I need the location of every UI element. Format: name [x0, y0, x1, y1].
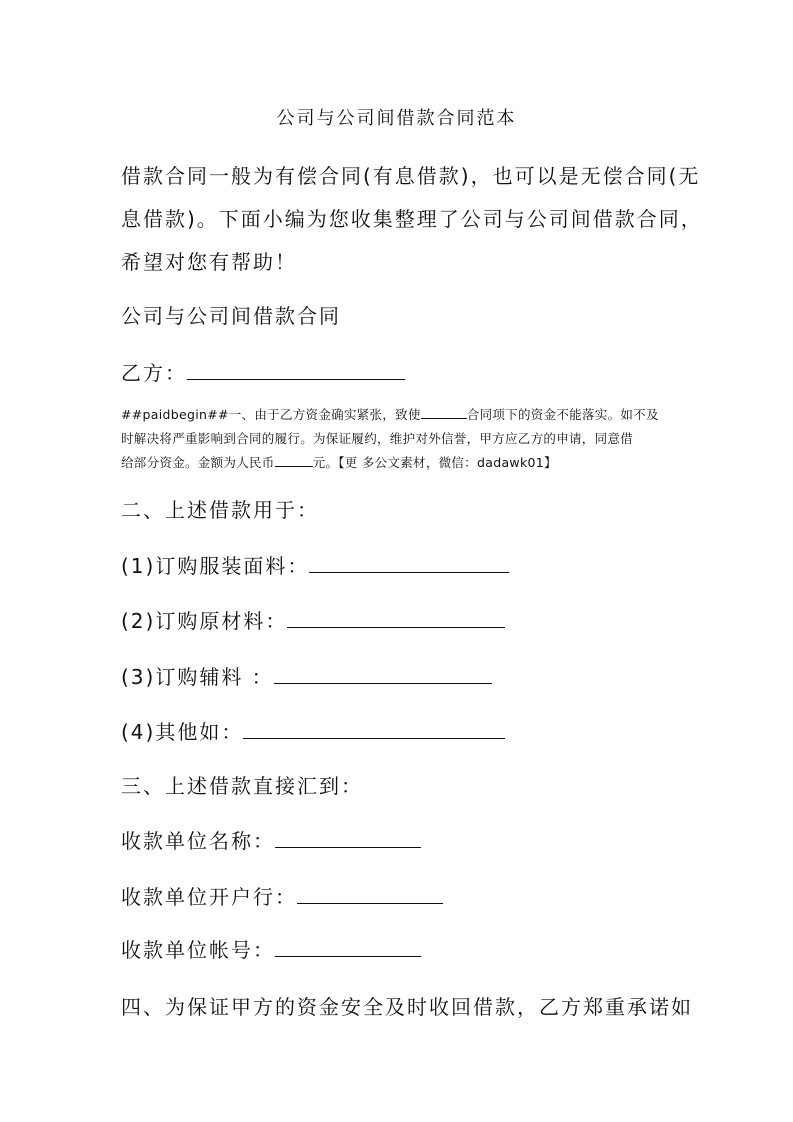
item-blank-1: [309, 571, 509, 573]
payee-line-3: [121, 934, 421, 963]
clause1-blank-1: [421, 418, 467, 419]
item-blank-3: [274, 682, 492, 684]
intro-line-1: 借款合同一般为有偿合同(有息借款)，也可以是无偿合同(无: [121, 164, 701, 188]
party-b-label: 乙方：: [121, 361, 187, 385]
document-title: 公司与公司间借款合同范本: [276, 108, 517, 129]
item-label-3: (3)订购辅料 ：: [121, 665, 274, 689]
clause4-line: 四、为保证甲方的资金安全及时收回借款，乙方郑重承诺如: [121, 995, 693, 1019]
payee-label-2: 收款单位开户行：: [121, 885, 297, 909]
item-label-1: (1)订购服装面料：: [121, 554, 310, 578]
payee-blank-2: [297, 902, 443, 904]
item-label-2: (2)订购原材料：: [121, 609, 288, 633]
payee-label-1: 收款单位名称：: [121, 829, 275, 853]
payee-line-2: [121, 881, 443, 910]
clause1-text-a: ##paidbegin##一、由于乙方资金确实紧张，致使: [121, 407, 421, 422]
clause1-text-d: 元。【更 多公文素材，微信：dadawk01】: [312, 455, 557, 470]
item-line-1: [121, 550, 509, 579]
item-blank-4: [243, 737, 505, 739]
clause1-text-c: 给部分资金。金额为人民币: [121, 455, 275, 470]
clause1-line-2: 时解决将严重影响到合同的履行。为保证履约，维护对外信誉，甲方应乙方的申请，同意借: [121, 431, 634, 446]
party-b-blank: [187, 378, 405, 380]
clause1-blank-2: [275, 466, 313, 467]
contract-subtitle: 公司与公司间借款合同: [121, 304, 341, 328]
payee-blank-3: [275, 955, 421, 957]
item-label-4: (4)其他如：: [121, 720, 244, 744]
clause1-text-b: 合同项下的资金不能落实。如不及: [466, 407, 659, 422]
clause1-line-1: [121, 405, 659, 423]
intro-line-3: 希望对您有帮助！: [121, 250, 297, 274]
payee-blank-1: [275, 846, 421, 848]
payee-label-3: 收款单位帐号：: [121, 938, 275, 962]
item-line-2: [121, 605, 505, 634]
payee-line-1: [121, 825, 421, 854]
clause1-line-3: [121, 453, 557, 471]
clause3-heading: 三、上述借款直接汇到：: [121, 774, 363, 798]
item-blank-2: [287, 626, 505, 628]
item-line-3: [121, 661, 492, 690]
clause2-heading: 二、上述借款用于：: [121, 498, 319, 522]
intro-line-2: 息借款)。下面小编为您收集整理了公司与公司间借款合同，: [121, 207, 703, 231]
item-line-4: [121, 716, 505, 745]
party-b-line: [121, 357, 405, 386]
